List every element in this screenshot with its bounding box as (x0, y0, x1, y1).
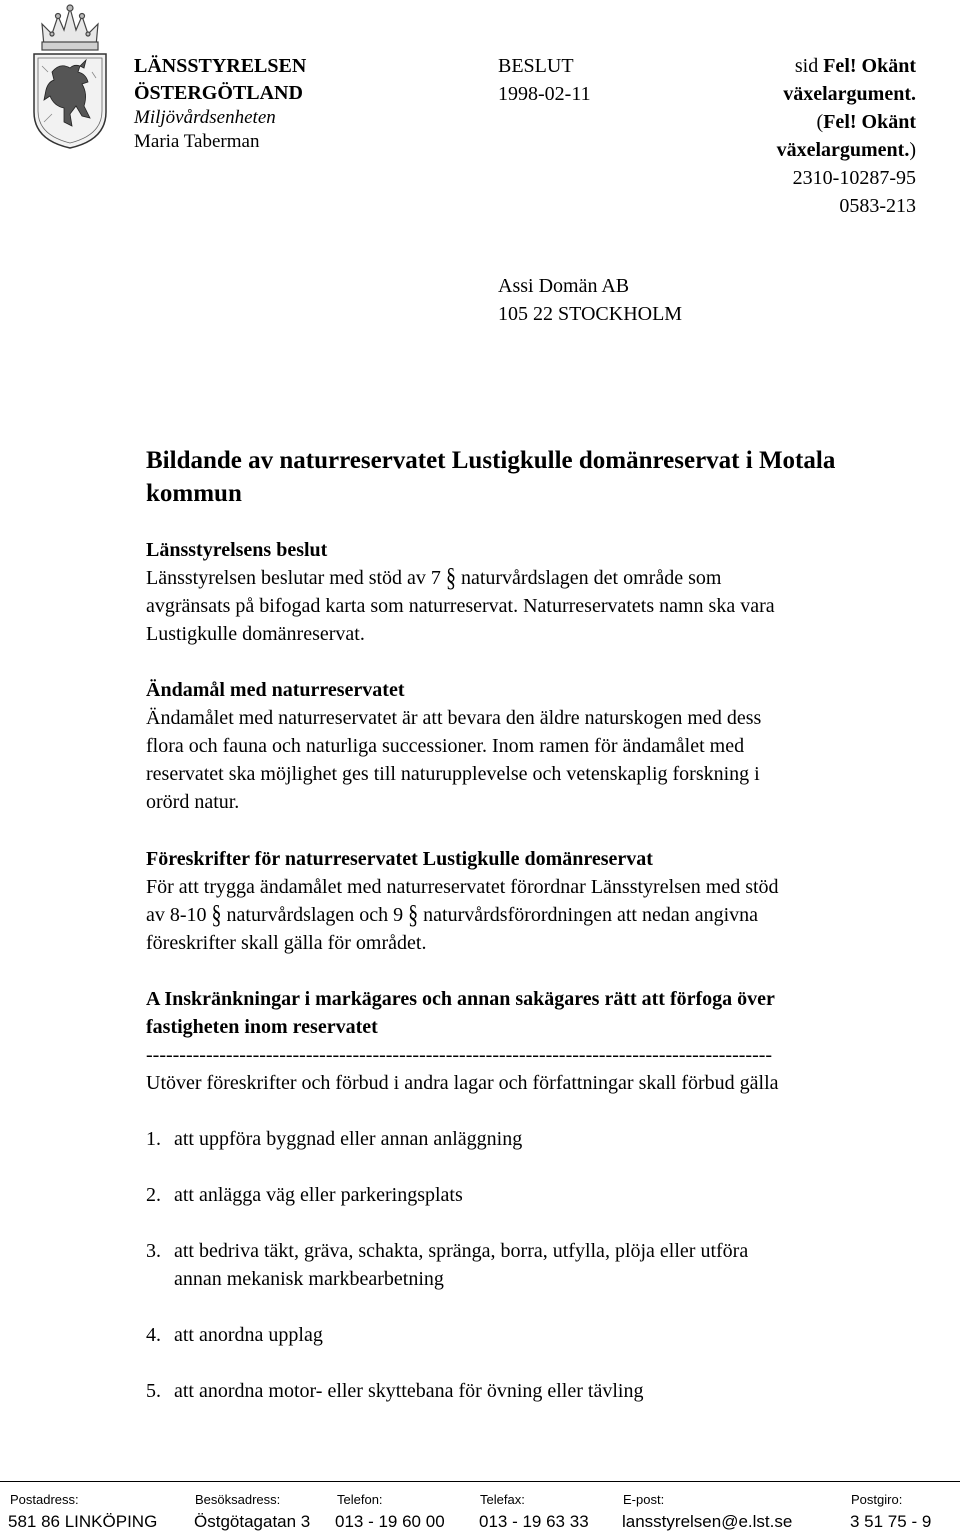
decision-line1-a: Länsstyrelsen beslutar med stöd av 7 (146, 567, 446, 589)
recipient-name: Assi Domän AB (498, 275, 630, 297)
decision-line2: avgränsats på bifogad karta som naturreservat. Naturreservatets namn ska vara (146, 595, 775, 617)
document-title (146, 444, 946, 510)
footer-giro-label: Postgiro: (851, 1492, 903, 1507)
list-item-number: 5. (146, 1380, 161, 1402)
section-sign-icon: § (445, 563, 456, 593)
regulations-line1: För att trygga ändamålet med naturreservatet förordnar Länsstyrelsen med stöd (146, 876, 779, 898)
list-item-number: 3. (146, 1240, 161, 1262)
decision-heading: Länsstyrelsens beslut (146, 539, 328, 561)
org-name-line1: LÄNSSTYRELSEN (134, 55, 307, 77)
recipient-address: 105 22 STOCKHOLM (498, 303, 683, 325)
regulations-line2-b: naturvårdslagen och 9 (221, 904, 409, 926)
reference-number: 0583-213 (839, 195, 916, 217)
title-line1: Bildande av naturreservatet Lustigkulle domänreservat i Motala (146, 447, 836, 474)
paren-close: ) (909, 139, 916, 161)
list-item-number: 1. (146, 1128, 161, 1150)
list-item-text: att uppföra byggnad eller annan anläggning (174, 1128, 523, 1150)
footer-email-link[interactable]: lansstyrelsen@e.lst.se (622, 1512, 793, 1531)
section-a (146, 985, 946, 1097)
footer-visit-value: Östgötagatan 3 (194, 1512, 311, 1531)
list-item-text: att anlägga väg eller parkeringsplats (174, 1184, 463, 1206)
regulations-line2-a: av 8-10 (146, 904, 212, 926)
page-total-line2 (696, 136, 916, 164)
purpose-line4: orörd natur. (146, 791, 240, 813)
list-item-text: att anordna upplag (174, 1324, 323, 1346)
department: Miljövårdsenheten (134, 107, 276, 128)
decision-section (146, 536, 946, 648)
title-line2: kommun (146, 480, 242, 507)
document-type: BESLUT (498, 55, 574, 77)
page-error-2: växelargument. (783, 83, 916, 105)
purpose-line2: flora och fauna och naturliga successioner. Inom ramen för ändamålet med (146, 735, 745, 757)
footer-fax-value: 013 - 19 63 33 (479, 1512, 589, 1531)
page-total-line1 (696, 108, 916, 136)
list-item-number: 2. (146, 1184, 161, 1206)
coat-of-arms-icon (30, 2, 110, 150)
footer-giro-value: 3 51 75 - 9 (850, 1512, 932, 1531)
footer-postal-value: 581 86 LINKÖPING (8, 1512, 158, 1531)
list-item-text-continued: annan mekanisk markbearbetning (174, 1268, 444, 1290)
footer-email-label: E-post: (623, 1492, 665, 1507)
footer-divider (0, 1481, 960, 1482)
case-number: 2310-10287-95 (792, 167, 916, 189)
section-sign-icon: § (408, 900, 419, 930)
section-a-heading-line2: fastigheten inom reservatet (146, 1016, 378, 1038)
section-a-intro: Utöver föreskrifter och förbud i andra lagar och författningar skall förbud gälla (146, 1072, 779, 1094)
page-error-3: Fel! Okänt (823, 111, 916, 133)
regulations-line3: föreskrifter skall gälla för området. (146, 932, 427, 954)
purpose-line1: Ändamålet med naturreservatet är att bevara den äldre naturskogen med dess (146, 707, 762, 729)
regulations-heading: Föreskrifter för naturreservatet Lustigkulle domänreservat (146, 848, 653, 870)
page-prefix: sid (794, 55, 824, 77)
footer-postal-label: Postadress: (10, 1492, 79, 1507)
section-a-divider: ---------------------------------------------------------------------------------------------- (146, 1044, 773, 1066)
footer-phone-label: Telefon: (337, 1492, 383, 1507)
regulations-section (146, 845, 946, 957)
decision-line1 (146, 564, 946, 592)
regulations-line2-c: naturvårdsförordningen att nedan angivna (418, 904, 759, 926)
list-item-number: 4. (146, 1324, 161, 1346)
regulations-line2 (146, 901, 946, 929)
purpose-section (146, 676, 946, 816)
purpose-line3: reservatet ska möjlighet ges till naturupplevelse och vetenskaplig forskning i (146, 763, 760, 785)
list-item-text: att bedriva täkt, gräva, schakta, spränga, borra, utfylla, plöja eller utföra (174, 1240, 749, 1262)
footer-fax-label: Telefax: (480, 1492, 525, 1507)
page-error-4: växelargument. (776, 139, 910, 161)
section-a-heading-line1: A Inskränkningar i markägares och annan sakägares rätt att förfoga över (146, 988, 775, 1010)
page-indicator (716, 52, 916, 80)
decision-line3: Lustigkulle domänreservat. (146, 623, 365, 645)
document-date: 1998-02-11 (498, 83, 591, 105)
paren-open: ( (816, 111, 824, 133)
list-item-text: att anordna motor- eller skyttebana för övning eller tävling (174, 1380, 644, 1402)
footer-phone-value: 013 - 19 60 00 (335, 1512, 445, 1531)
page-error-1: Fel! Okänt (823, 55, 916, 77)
footer-visit-label: Besöksadress: (195, 1492, 281, 1507)
case-officer: Maria Taberman (134, 131, 260, 152)
org-name-line2: ÖSTERGÖTLAND (134, 82, 303, 104)
section-sign-icon: § (211, 900, 222, 930)
purpose-heading: Ändamål med naturreservatet (146, 679, 405, 701)
decision-line1-b: naturvårdslagen det område som (455, 567, 722, 589)
